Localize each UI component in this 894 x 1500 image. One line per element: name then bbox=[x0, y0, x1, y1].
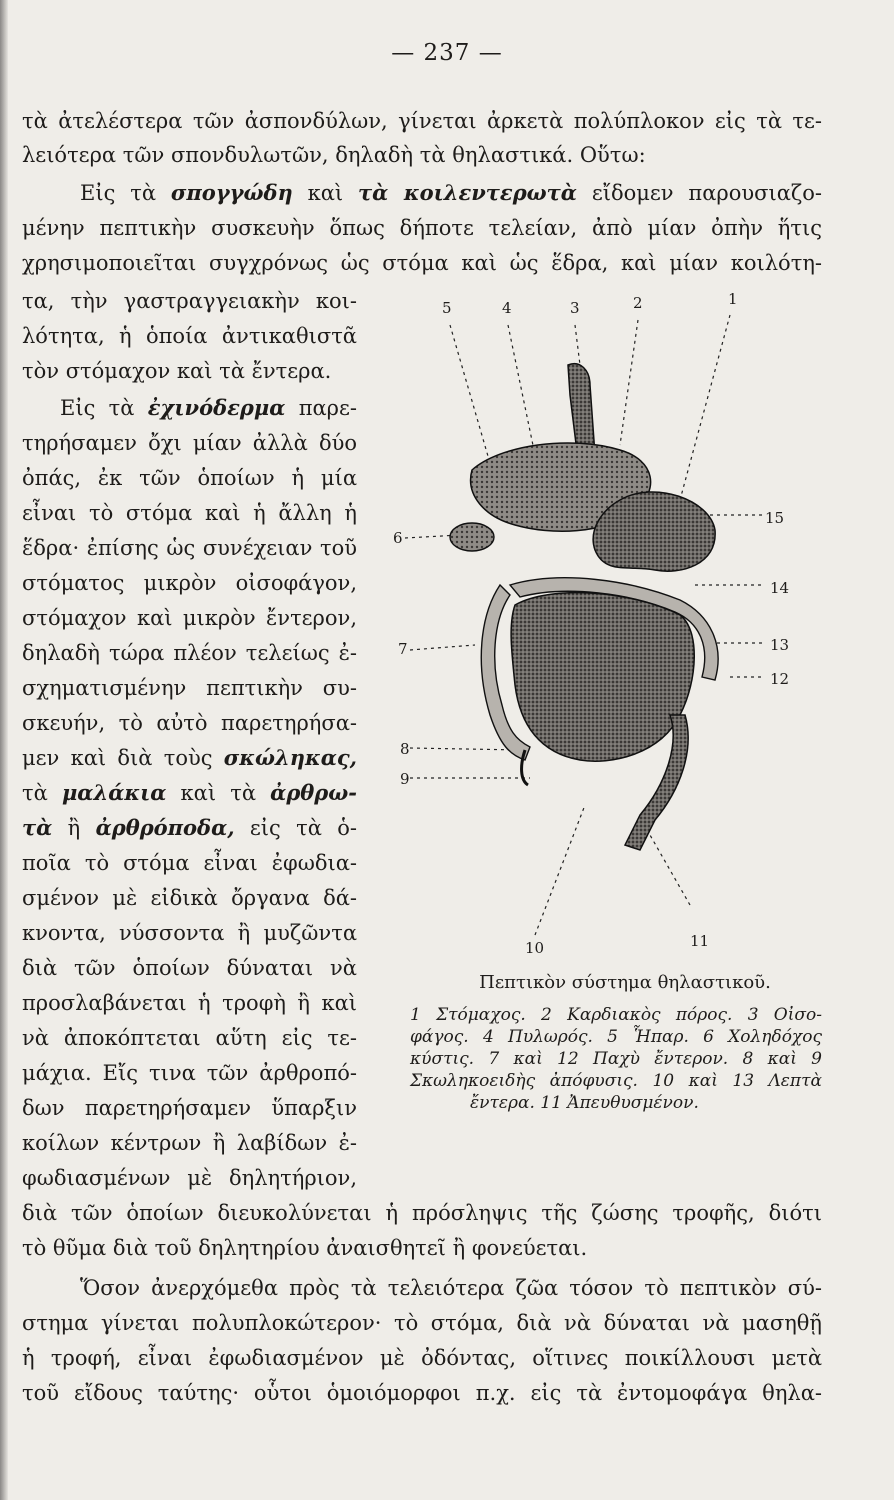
text-line: μένην πεπτικὴν συσκευὴν ὅπως δήποτε τελείαν, ἀπὸ μίαν ὀπὴν ἥτις bbox=[22, 216, 822, 240]
text-line: τηρήσαμεν ὄχι μίαν ἀλλὰ δύο bbox=[22, 431, 357, 455]
text-line: κνοντα, νύσσοντα ἢ μυζῶντα bbox=[22, 921, 357, 945]
figure-label: 8 bbox=[400, 740, 410, 758]
text-line: ὀπάς, ἐκ τῶν ὁποίων ἡ μία bbox=[22, 466, 357, 490]
text-line: προσλαβάνεται ἡ τροφὴ ἢ καὶ bbox=[22, 991, 357, 1015]
text-span: καὶ bbox=[292, 181, 359, 205]
text-line: σχηματισμένην πεπτικὴν συ- bbox=[22, 676, 357, 700]
figure-label: 15 bbox=[765, 509, 785, 527]
figure-caption-line: ἔντερα. 11 Ἀπευθυσμένον. bbox=[470, 1093, 699, 1113]
text-span: Εἰς τὰ bbox=[80, 181, 171, 205]
text-line: τα, τὴν γαστραγγειακὴν κοι- bbox=[22, 289, 357, 313]
paragraph-1-line-1 bbox=[80, 180, 822, 206]
text-line: ἡ τροφή, εἶναι ἐφωδιασμένον μὲ ὀδόντας, οἵτινες ποικίλλουσι μετὰ bbox=[22, 1346, 822, 1370]
figure-label: 7 bbox=[398, 640, 408, 658]
figure-label: 1 bbox=[728, 290, 738, 308]
emphasis-term: μαλάκια bbox=[61, 780, 167, 805]
figure-caption-line: κύστις. 7 καὶ 12 Παχὺ ἔντερον. 8 καὶ 9 bbox=[410, 1049, 822, 1069]
digestive-system-figure bbox=[380, 285, 830, 965]
text-span: Εἰς τὰ bbox=[60, 396, 148, 420]
text-line: διὰ τῶν ὁποίων διευκολύνεται ἡ πρόσληψις τῆς ζώσης τροφῆς, διότι bbox=[22, 1201, 822, 1225]
text-line: σμένον μὲ εἰδικὰ ὄργανα δά- bbox=[22, 886, 357, 910]
emphasis-term: ἐχινόδερμα bbox=[147, 395, 286, 420]
figure-label: 2 bbox=[633, 294, 643, 312]
digestive-system-illustration bbox=[380, 285, 830, 965]
figure-caption-line: 1 Στόμαχος. 2 Καρδιακὸς πόρος. 3 Οἰσο- bbox=[410, 1005, 822, 1025]
text-span: εἴδομεν παρουσιαζο- bbox=[576, 181, 823, 205]
text-span: τὰ bbox=[22, 781, 62, 805]
text-line: χρησιμοποιεῖται συγχρόνως ὡς στόμα καὶ ὡς ἕδρα, καὶ μίαν κοιλότη- bbox=[22, 251, 822, 275]
figure-label: 3 bbox=[570, 299, 580, 317]
figure-label: 5 bbox=[442, 299, 452, 317]
text-line: στόματος μικρὸν οἰσοφάγον, bbox=[22, 571, 357, 595]
figure-label: 12 bbox=[770, 670, 790, 688]
paragraph-2-line-11 bbox=[22, 745, 357, 771]
figure-label: 10 bbox=[525, 939, 545, 957]
text-line: Ὅσον ἀνερχόμεθα πρὸς τὰ τελειότερα ζῶα τόσον τὸ πεπτικὸν σύ- bbox=[80, 1276, 822, 1300]
emphasis-term: ἀρθρόποδα, bbox=[95, 815, 235, 840]
emphasis-term: σπογγώδη bbox=[170, 180, 293, 205]
text-span: παρε- bbox=[285, 396, 357, 420]
emphasis-term: ἀρθρω- bbox=[270, 780, 357, 805]
text-line: στημα γίνεται πολυπλοκώτερον· τὸ στόμα, διὰ νὰ δύναται νὰ μασηθῇ bbox=[22, 1311, 822, 1335]
text-line: εἶναι τὸ στόμα καὶ ἡ ἄλλη ἡ bbox=[22, 501, 357, 525]
text-line: δων παρετηρήσαμεν ὕπαρξιν bbox=[22, 1096, 357, 1120]
page-edge-shadow bbox=[0, 0, 8, 1500]
text-line: στόμαχον καὶ μικρὸν ἔντερον, bbox=[22, 606, 357, 630]
text-line: μάχια. Εἴς τινα τῶν ἀρθροπό- bbox=[22, 1061, 357, 1085]
text-line: τοῦ εἴδους ταύτης· οὗτοι ὁμοιόμορφοι π.χ. εἰς τὰ ἐντομοφάγα θηλα- bbox=[22, 1381, 822, 1405]
text-line: λότητα, ἡ ὁποία ἀντικαθιστᾶ bbox=[22, 324, 357, 348]
figure-label: 14 bbox=[770, 579, 790, 597]
figure-label: 11 bbox=[690, 932, 710, 950]
text-line: δηλαδὴ τώρα πλέον τελείως ἐ- bbox=[22, 641, 357, 665]
text-span: μεν καὶ διὰ τοὺς bbox=[22, 746, 224, 770]
figure-label: 9 bbox=[400, 770, 410, 788]
text-line: τὸ θῦμα διὰ τοῦ δηλητηρίου ἀναισθητεῖ ἢ φονεύεται. bbox=[22, 1236, 588, 1260]
figure-label: 4 bbox=[502, 299, 512, 317]
page-number: — 237 — bbox=[391, 40, 503, 66]
paragraph-2-line-13 bbox=[22, 815, 357, 841]
text-line: κοίλων κέντρων ἢ λαβίδων ἐ- bbox=[22, 1131, 357, 1155]
text-span: καὶ τὰ bbox=[166, 781, 271, 805]
text-line: σκευήν, τὸ αὐτὸ παρετηρήσα- bbox=[22, 711, 357, 735]
text-line: ποῖα τὸ στόμα εἶναι ἐφωδια- bbox=[22, 851, 357, 875]
text-span: ἢ bbox=[52, 816, 96, 840]
text-line: ἕδρα· ἐπίσης ὡς συνέχειαν τοῦ bbox=[22, 536, 357, 560]
figure-label: 13 bbox=[770, 636, 790, 654]
emphasis-term: τὰ κοιλεντερωτὰ bbox=[358, 180, 577, 205]
text-line: διὰ τῶν ὁποίων δύναται νὰ bbox=[22, 956, 357, 980]
figure-caption-title: Πεπτικὸν σύστημα θηλαστικοῦ. bbox=[479, 972, 771, 993]
text-line: νὰ ἀποκόπτεται αὕτη εἰς τε- bbox=[22, 1026, 357, 1050]
text-line: τὸν στόμαχον καὶ τὰ ἔντερα. bbox=[22, 359, 332, 383]
text-line: τὰ ἀτελέστερα τῶν ἀσπονδύλων, γίνεται ἀρκετὰ πολύπλοκον εἰς τὰ τε- bbox=[22, 109, 822, 133]
text-line: φωδιασμένων μὲ δηλητήριον, bbox=[22, 1166, 357, 1190]
emphasis-term: τὰ bbox=[22, 815, 53, 840]
figure-caption-line: Σκωληκοειδὴς ἀπόφυσις. 10 καὶ 13 Λεπτὰ bbox=[410, 1071, 822, 1091]
text-line: λειότερα τῶν σπονδυλωτῶν, δηλαδὴ τὰ θηλαστικά. Οὕτω: bbox=[22, 143, 646, 167]
paragraph-2-line-12 bbox=[22, 780, 357, 806]
figure-caption-line: φάγος. 4 Πυλωρός. 5 Ἧπαρ. 6 Χοληδόχος bbox=[410, 1027, 822, 1047]
paragraph-2-line-1 bbox=[60, 395, 357, 421]
figure-label: 6 bbox=[393, 529, 403, 547]
emphasis-term: σκώληκας, bbox=[223, 745, 357, 770]
text-span: εἰς τὰ ὁ- bbox=[234, 816, 357, 840]
